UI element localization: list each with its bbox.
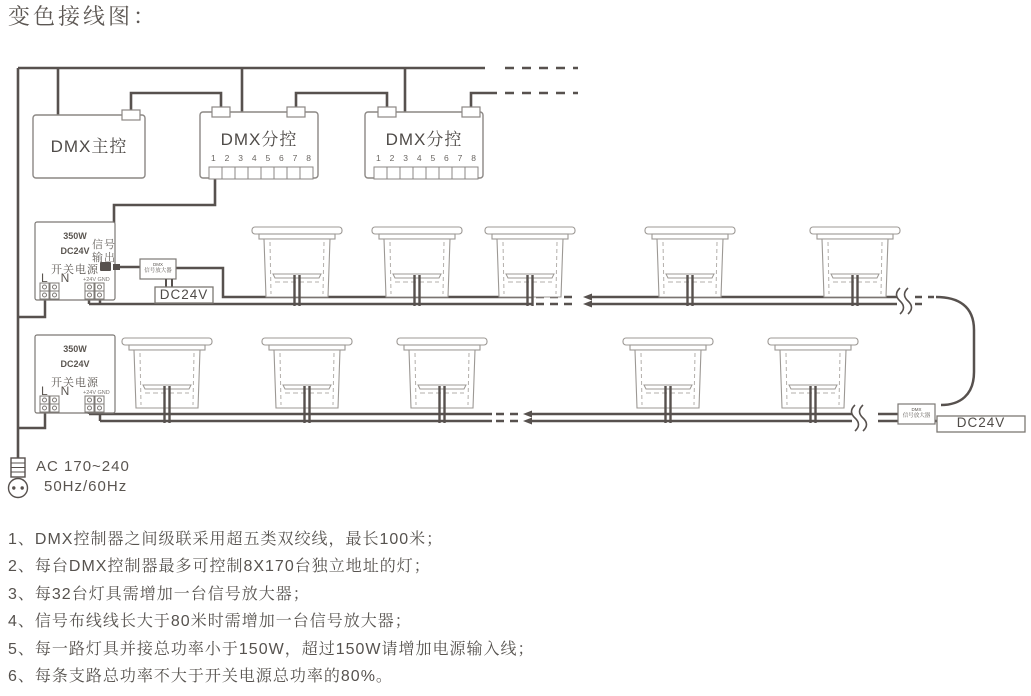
note-line: 5、每一路灯具并接总功率小于150W，超过150W请增加电源输入线；: [8, 640, 535, 658]
light-fixture: [623, 338, 713, 408]
light-fixture: [645, 227, 735, 297]
psu-labels: [35, 335, 115, 413]
ac-voltage-label: AC 170~240: [36, 458, 130, 475]
port-number: 1: [211, 153, 216, 163]
dc24v-label: DC24V: [159, 287, 209, 302]
port-number: 8: [471, 153, 476, 163]
light-fixture: [485, 227, 575, 297]
note-line: 3、每32台灯具需增加一台信号放大器；: [8, 585, 310, 603]
port-number: 6: [279, 153, 284, 163]
port-number: 4: [251, 153, 257, 163]
note-line: 4、信号布线线长大于80米时需增加一台信号放大器；: [8, 613, 412, 631]
psu-name: 开关电源: [51, 264, 99, 276]
amplifier-label: DMX 信号放大器: [144, 262, 172, 274]
dc24v-label: DC24V: [956, 415, 1006, 430]
row2-break-symbol: [852, 405, 867, 431]
signal-drop-wire: [114, 179, 215, 267]
note-line: 6、每条支路总功率不大于开关电源总功率的80%。: [8, 668, 393, 686]
light-fixture: [397, 338, 487, 408]
port-number: 5: [430, 153, 436, 163]
ac-plug-icon: [9, 458, 28, 498]
port-number: 6: [444, 153, 449, 163]
row1-break-symbol: [897, 288, 912, 314]
row2-lights: [122, 338, 858, 423]
light-stems: [165, 386, 816, 423]
light-fixture: [768, 338, 858, 408]
note-line: 1、DMX控制器之间级联采用超五类双绞线，最长100米；: [8, 531, 444, 548]
psu-terminal-24v-label: +24V GND: [83, 390, 110, 396]
light-fixture: [122, 338, 212, 408]
dmx-port-connector: [122, 110, 140, 120]
row1-signal-line: [176, 268, 532, 297]
dmx-port-numbers: [211, 154, 311, 164]
dmx-slave-label: DMX分控: [220, 130, 298, 149]
amplifier-label: DMX 信号放大器: [902, 407, 931, 419]
port-number: 7: [457, 153, 463, 163]
note-line: 2、每台DMX控制器最多可控制8X170台独立地址的灯；: [8, 558, 431, 576]
dmx-output-ports: [209, 167, 313, 179]
diagram-title: 变色接线图：: [8, 4, 159, 29]
light-stems: [295, 275, 858, 306]
port-number: 4: [416, 153, 422, 163]
dmx-output-ports: [374, 167, 478, 179]
port-number: 5: [265, 153, 271, 163]
port-number: 8: [306, 153, 311, 163]
psu-wattage: 350W: [63, 231, 87, 241]
row1-lights: [252, 227, 900, 306]
port-number: 7: [292, 153, 298, 163]
row2-arrows: [523, 411, 532, 425]
light-fixture: [262, 338, 352, 408]
dmx-port-connector: [378, 107, 396, 117]
ac-frequency-label: 50Hz/60Hz: [44, 478, 128, 495]
dmx-master-label: DMX主控: [50, 137, 128, 156]
dmx-port-connector: [287, 107, 305, 117]
light-fixture: [252, 227, 342, 297]
row1-to-row2-curve: [936, 297, 974, 405]
light-fixture: [372, 227, 462, 297]
psu-terminal-ln-label: L N: [41, 271, 75, 285]
dmx-port-connector: [212, 107, 230, 117]
psu-wattage: 350W: [63, 344, 87, 354]
daisy-chain-wire: [131, 93, 221, 111]
port-number: 2: [389, 153, 395, 163]
row2-bus-wires: [19, 412, 940, 428]
amp-to-dc24v-link: [166, 279, 172, 287]
dmx-slave-label: DMX分控: [385, 130, 463, 149]
dmx-port-connector: [462, 107, 480, 117]
row1-arrows: [583, 294, 592, 308]
daisy-chain-wire: [296, 93, 387, 111]
psu-voltage: DC24V: [60, 246, 90, 256]
dmx-port-numbers: [376, 154, 476, 164]
light-fixture: [810, 227, 900, 297]
psu-name: 开关电源: [51, 377, 99, 389]
psu-terminal-ln-label: L N: [41, 384, 75, 398]
signal-output-label: 信号 输出: [92, 239, 116, 264]
psu-voltage: DC24V: [60, 359, 90, 369]
port-number: 3: [403, 153, 408, 163]
port-number: 2: [224, 153, 230, 163]
psu-terminal-24v-label: +24V GND: [83, 277, 110, 283]
port-number: 3: [238, 153, 243, 163]
port-number: 1: [376, 153, 381, 163]
notes-block: [8, 526, 535, 690]
